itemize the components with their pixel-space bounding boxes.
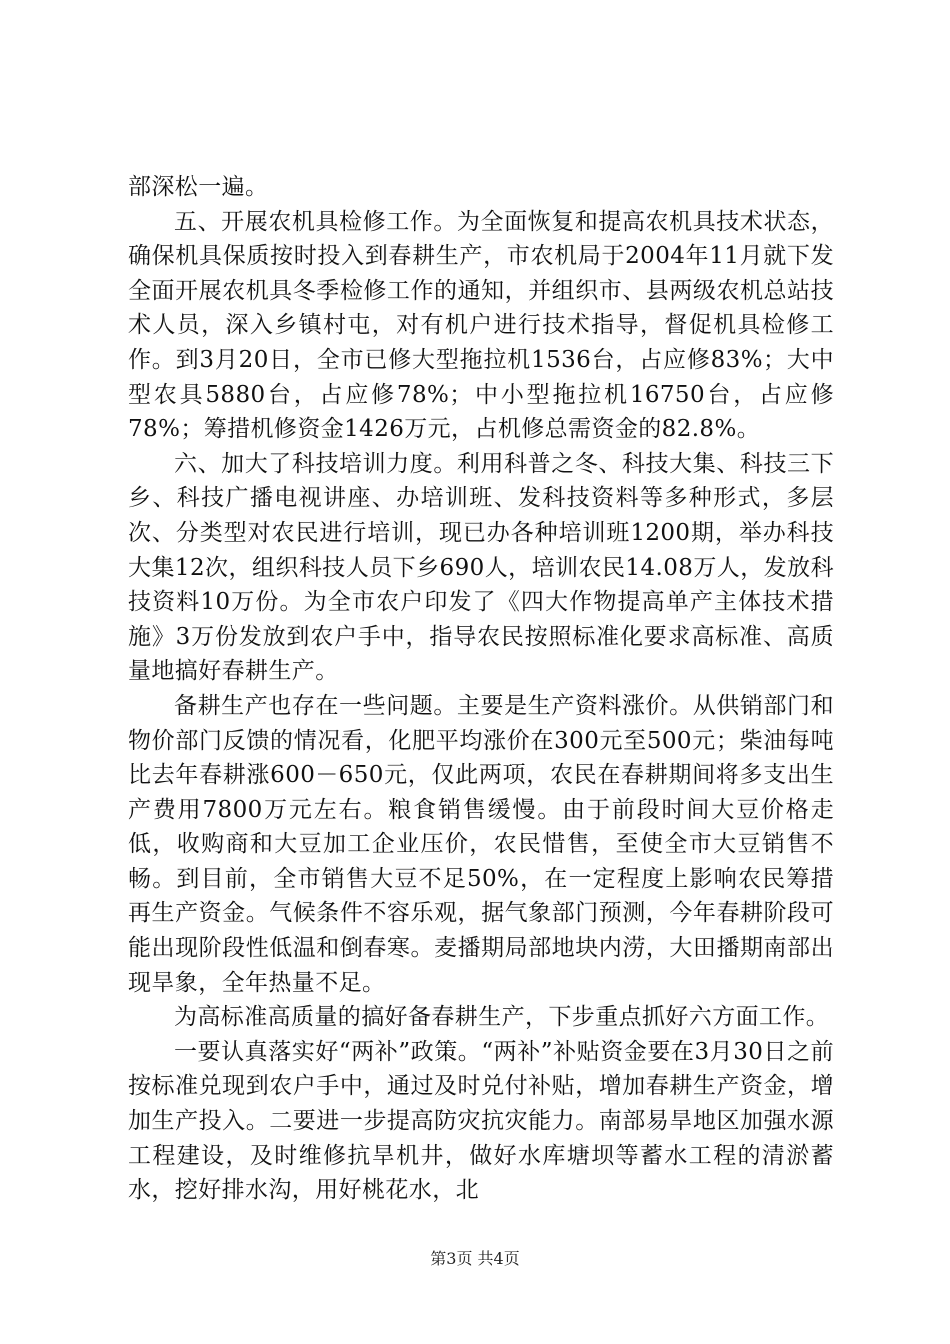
paragraph: 部深松一遍。	[128, 174, 269, 200]
document-body	[128, 170, 834, 1208]
page-number-footer: 第3页 共4页	[430, 1249, 520, 1268]
paragraph: 五、开展农机具检修工作。为全面恢复和提高农机具技术状态，确保机具保质按时投入到春耕生产，市农机局于2004年11月就下发全面开展农机具冬季检修工作的通知，并组织市、县两级农机总站技术人员，深入乡镇村屯，对有机户进行技术指导，督促机具检修工作。到3月20日，全市已修大型拖拉机1536台，占应修83%；大中型农具5880台，占应修78%；中小型拖拉机16750台，占应修78%；筹措机修资金1426万元，占机修总需资金的82.8%。	[128, 208, 834, 443]
paragraph: 一要认真落实好“两补”政策。“两补”补贴资金要在3月30日之前按标准兑现到农户手中，通过及时兑付补贴，增加春耕生产资金，增加生产投入。二要进一步提高防灾抗灾能力。南部易旱地区加强水源工程建设，及时维修抗旱机井，做好水库塘坝等蓄水工程的清淤蓄水，挖好排水沟，用好桃花水，北	[128, 1038, 834, 1204]
paragraph: 为高标准高质量的搞好备春耕生产，下步重点抓好六方面工作。	[174, 1004, 830, 1031]
paragraph: 六、加大了科技培训力度。利用科普之冬、科技大集、科技三下乡、科技广播电视讲座、办培训班、发科技资料等多种形式，多层次、分类型对农民进行培训，现已办各种培训班1200期，举办科技大集12次，组织科技人员下乡690人，培训农民14.08万人，发放科技资料10万份。为全市农户印发了《四大作物提高单产主体技术措施》3万份发放到农户手中，指导农民按照标准化要求高标准、高质量地搞好春耕生产。	[128, 450, 834, 685]
paragraph: 备耕生产也存在一些问题。主要是生产资料涨价。从供销部门和物价部门反馈的情况看，化肥平均涨价在300元至500元；柴油每吨比去年春耕涨600－650元，仅此两项，农民在春耕期间将多支出生产费用7800万元左右。粮食销售缓慢。由于前段时间大豆价格走低，收购商和大豆加工企业压价，农民惜售，至使全市大豆销售不畅。到目前，全市销售大豆不足50%，在一定程度上影响农民筹措再生产资金。气候条件不容乐观，据气象部门预测，今年春耕阶段可能出现阶段性低温和倒春寒。麦播期局部地块内涝，大田播期南部出现旱象，全年热量不足。	[128, 692, 834, 996]
